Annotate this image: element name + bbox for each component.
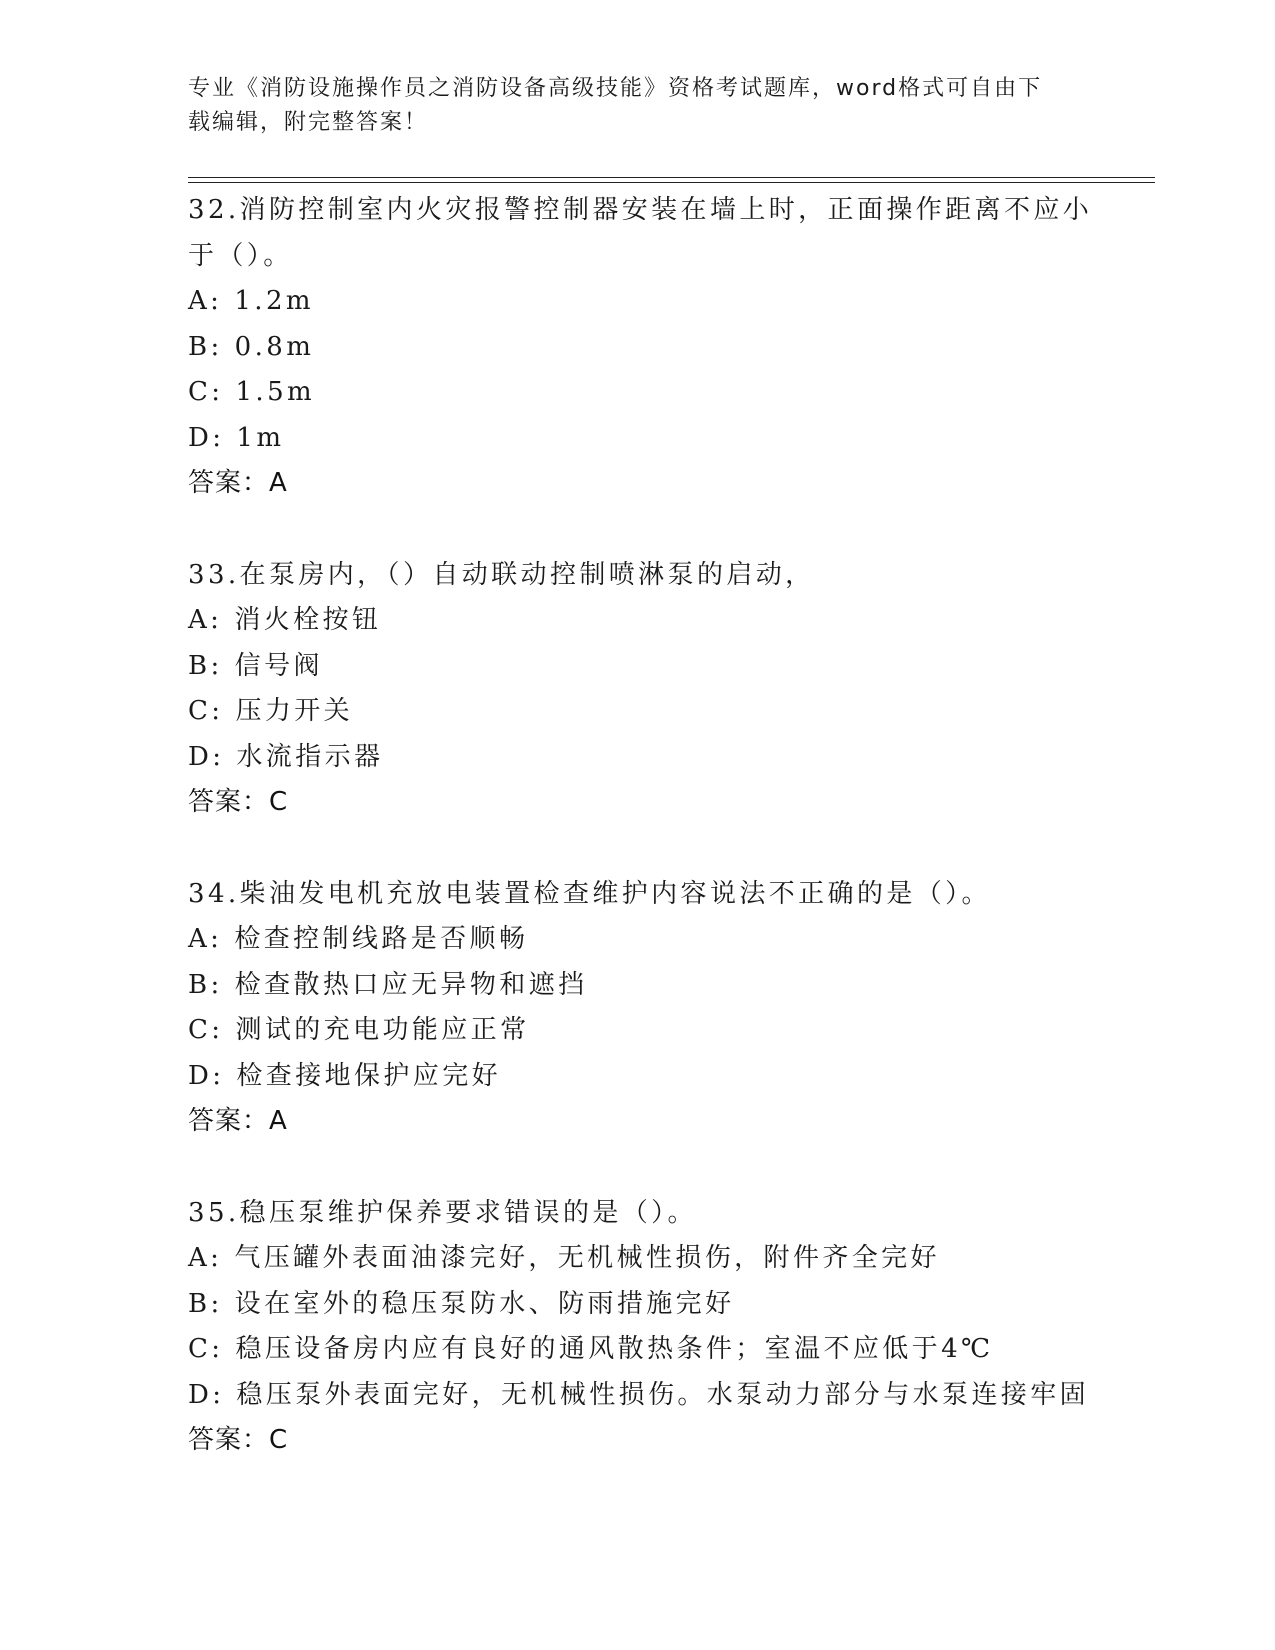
option-label: A: (188, 924, 223, 954)
option-label: C: (188, 696, 224, 726)
option-a (188, 1236, 1108, 1282)
option-label: D: (188, 1060, 225, 1091)
option-text: 稳压设备房内应有良好的通风散热条件；室温不应低于4℃ (235, 1334, 994, 1364)
option-text: 1.5m (235, 377, 316, 407)
option-text: 1.2m (234, 286, 314, 316)
option-c (188, 689, 1108, 735)
option-text: 检查接地保护应完好 (236, 1060, 502, 1091)
option-b (188, 325, 1108, 371)
answer-line: 答案：C (188, 1425, 289, 1455)
option-label: B: (188, 969, 223, 1000)
option-c (188, 1327, 1108, 1373)
option-text: 1m (236, 422, 285, 453)
question-stem: 33.在泵房内，（）自动联动控制喷淋泵的启动， (188, 559, 815, 590)
option-label: D: (188, 741, 225, 772)
option-d (188, 1373, 1108, 1419)
question-35 (188, 1191, 1108, 1464)
option-text: 检查控制线路是否顺畅 (234, 924, 529, 954)
option-a (188, 917, 1108, 963)
option-a (188, 598, 1108, 644)
question-32 (188, 188, 1108, 507)
option-label: B: (188, 1288, 223, 1319)
option-label: C: (188, 377, 224, 407)
question-stem: 32.消防控制室内火灾报警控制器安装在墙上时，正面操作距离不应小于（）。 (188, 195, 1093, 271)
question-stem: 35.稳压泵维护保养要求错误的是（）。 (188, 1197, 697, 1228)
header-line-2: 载编辑，附完整答案！ (188, 110, 429, 135)
option-text: 检查散热口应无异物和遮挡 (234, 969, 588, 1000)
option-d (188, 735, 1108, 781)
option-label: B: (188, 331, 223, 362)
option-d (188, 416, 1108, 462)
question-list (188, 188, 1108, 1464)
option-label: A: (188, 286, 223, 316)
option-label: B: (188, 650, 223, 681)
option-text: 压力开关 (235, 696, 354, 726)
option-text: 稳压泵外表面完好，无机械性损伤。水泵动力部分与水泵连接牢固 (236, 1379, 1090, 1410)
option-a (188, 279, 1108, 325)
option-b (188, 644, 1108, 690)
question-stem: 34.柴油发电机充放电装置检查维护内容说法不正确的是（）。 (188, 878, 991, 909)
option-label: D: (188, 422, 225, 453)
option-b (188, 1282, 1108, 1328)
option-b (188, 963, 1108, 1009)
option-label: C: (188, 1334, 224, 1364)
question-34 (188, 872, 1108, 1145)
option-label: D: (188, 1379, 225, 1410)
document-header (188, 72, 1088, 140)
option-c (188, 1008, 1108, 1054)
question-33 (188, 553, 1108, 826)
option-text: 设在室外的稳压泵防水、防雨措施完好 (234, 1288, 735, 1319)
option-text: 气压罐外表面油漆完好，无机械性损伤，附件齐全完好 (234, 1243, 940, 1273)
header-line-1: 专业《消防设施操作员之消防设备高级技能》资格考试题库，word格式可自由下 (188, 76, 1043, 101)
option-c (188, 370, 1108, 416)
option-text: 信号阀 (234, 650, 323, 681)
option-label: A: (188, 1243, 223, 1273)
answer-line: 答案：A (188, 468, 288, 498)
option-text: 水流指示器 (236, 741, 384, 772)
option-text: 消火栓按钮 (234, 605, 382, 635)
answer-line: 答案：C (188, 787, 289, 817)
option-label: A: (188, 605, 223, 635)
option-label: C: (188, 1015, 224, 1045)
answer-line: 答案：A (188, 1106, 288, 1136)
header-divider-top (188, 177, 1155, 178)
header-divider-bottom (188, 182, 1155, 183)
option-text: 测试的充电功能应正常 (235, 1015, 530, 1045)
option-d (188, 1054, 1108, 1100)
option-text: 0.8m (234, 331, 315, 362)
